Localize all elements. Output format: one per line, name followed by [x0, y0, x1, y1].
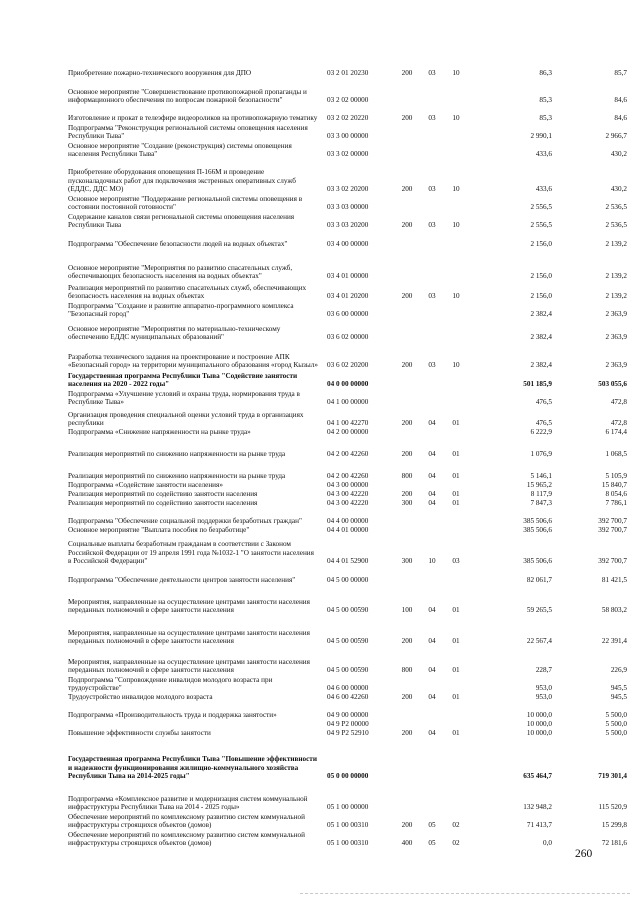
row-vr: 800: [401, 471, 413, 480]
row-vr: 200: [401, 220, 413, 229]
row-sum-2: 7 786,1: [605, 498, 627, 507]
row-sum-1: 476,5: [535, 418, 552, 427]
row-code: 03 3 02 00000: [327, 149, 369, 158]
row-sum-1: 7 847,3: [530, 498, 552, 507]
row-code: 05 0 00 00000: [327, 771, 369, 780]
row-pr: 01: [452, 728, 460, 737]
table-row: [0, 369, 639, 388]
row-name: Подпрограмма "Обеспечение безопасности людей на водных объектах": [68, 239, 288, 248]
row-code: 04 3 00 00000: [327, 480, 369, 489]
row-vr: 800: [401, 665, 413, 674]
row-sum-1: 2 156,0: [530, 271, 552, 280]
row-pr: 03: [452, 556, 460, 565]
row-sum-1: 476,5: [535, 397, 552, 406]
row-sum-1: 85,3: [539, 113, 552, 122]
row-vr: 200: [401, 489, 413, 498]
row-vr: 200: [401, 68, 413, 77]
table-row: [0, 341, 639, 369]
row-sum-1: 5 146,1: [530, 471, 552, 480]
row-rz: 10: [428, 556, 436, 565]
row-code: 03 6 02 20200: [327, 360, 369, 369]
table-row: [0, 193, 639, 211]
row-sum-1: 0,0: [543, 838, 552, 847]
table-row: [0, 458, 639, 480]
row-pr: 01: [452, 471, 460, 480]
row-sum-1: 2 382,4: [530, 360, 552, 369]
row-pr: 01: [452, 498, 460, 507]
row-vr: 200: [401, 820, 413, 829]
row-sum-1: 132 948,2: [523, 802, 552, 811]
row-rz: 04: [428, 471, 436, 480]
row-sum-1: 8 117,9: [530, 489, 552, 498]
row-sum-2: 84,6: [614, 95, 627, 104]
table-row: [0, 525, 639, 534]
row-name: Основное мероприятие "Поддержание региональной системы оповещения в состоянии постоянной готовности": [68, 194, 303, 211]
table-row: [0, 701, 639, 719]
row-rz: 04: [428, 665, 436, 674]
row-sum-2: 5 500,0: [605, 710, 627, 719]
row-sum-2: 392 700,7: [598, 525, 627, 534]
table-row: [0, 614, 639, 645]
row-code: 03 3 03 00000: [327, 202, 369, 211]
row-sum-1: 22 567,4: [526, 636, 552, 645]
row-rz: 03: [428, 113, 436, 122]
row-name: Социальные выплаты безработным гражданам в соответствии с Законом Российской Федерации от 19 апреля 1991 года №1032-1 "О занятости населения в Российской Федерации": [68, 540, 314, 565]
row-vr: 200: [401, 360, 413, 369]
table-row: [0, 211, 639, 229]
row-sum-1: 10 000,0: [526, 710, 552, 719]
row-sum-2: 2 536,5: [605, 220, 627, 229]
row-vr: 300: [401, 498, 413, 507]
row-name: Подпрограмма «Улучшение условий и охраны труда, нормирования труда в Республике Тыва»: [68, 389, 300, 406]
row-code: 04 1 00 00000: [327, 397, 369, 406]
row-name: Мероприятия, направленные на осуществление центрами занятости населения переданных полномочий в сфере занятости населения: [68, 657, 310, 674]
row-sum-2: 1 068,5: [605, 449, 627, 458]
row-sum-1: 635 464,7: [523, 771, 552, 780]
row-name: Государственная программа Республики Тыва "Содействие занятости населения на 2020 - 2022 годы": [68, 371, 298, 388]
row-code: 04 9 P2 52910: [327, 728, 369, 737]
row-vr: 200: [401, 113, 413, 122]
row-sum-2: 15 299,8: [601, 820, 627, 829]
row-rz: 05: [428, 820, 436, 829]
table-row: [0, 674, 639, 692]
row-sum-1: 385 506,6: [523, 516, 552, 525]
row-code: 05 1 00 00310: [327, 838, 369, 847]
row-name: Обеспечение мероприятий по комплексному развитию систем коммунальной инфраструктуры строящихся объектов (домов): [68, 812, 305, 829]
row-sum-2: 58 803,2: [601, 605, 627, 614]
row-code: 04 5 00 00000: [327, 575, 369, 584]
row-sum-2: 5 500,0: [605, 719, 627, 728]
row-pr: 01: [452, 692, 460, 701]
row-sum-1: 433,6: [535, 149, 552, 158]
row-sum-2: 945,5: [610, 683, 627, 692]
row-sum-2: 392 700,7: [598, 556, 627, 565]
row-code: 03 4 01 00000: [327, 271, 369, 280]
row-sum-2: 430,2: [610, 184, 627, 193]
row-code: 03 3 02 20200: [327, 184, 369, 193]
row-code: 04 5 00 00590: [327, 605, 369, 614]
row-sum-1: 953,0: [535, 692, 552, 701]
row-rz: 04: [428, 605, 436, 614]
table-row: [0, 300, 639, 318]
row-sum-2: 945,5: [610, 692, 627, 701]
table-row: [0, 507, 639, 525]
row-sum-1: 6 222,9: [530, 427, 552, 436]
row-code: 04 4 01 00000: [327, 525, 369, 534]
row-name: Реализация мероприятий по развитию спасательных служб, обеспечивающих безопасность населения на водных объектах: [68, 283, 307, 300]
row-pr: 02: [452, 838, 460, 847]
row-name: Реализация мероприятий по содействию занятости населения: [68, 498, 258, 507]
row-sum-1: 1 076,9: [530, 449, 552, 458]
row-name: Реализация мероприятий по содействию занятости населения: [68, 489, 258, 498]
row-sum-2: 472,8: [610, 418, 627, 427]
row-pr: 01: [452, 449, 460, 458]
row-vr: 200: [401, 636, 413, 645]
row-pr: 02: [452, 820, 460, 829]
row-sum-1: 501 185,9: [523, 379, 552, 388]
row-sum-2: 15 840,7: [601, 480, 627, 489]
row-name: Трудоустройство инвалидов молодого возраста: [68, 692, 213, 701]
table-row: [0, 68, 639, 77]
row-code: 04 9 P2 00000: [327, 719, 369, 728]
row-code: 05 1 00 00000: [327, 802, 369, 811]
row-sum-2: 22 391,4: [601, 636, 627, 645]
row-sum-1: 10 000,0: [526, 728, 552, 737]
table-row: [0, 140, 639, 158]
row-pr: 10: [452, 360, 460, 369]
row-sum-2: 2 139,2: [605, 291, 627, 300]
table-row: [0, 728, 639, 737]
row-sum-1: 71 413,7: [526, 820, 552, 829]
row-vr: 200: [401, 184, 413, 193]
row-sum-2: 503 055,6: [598, 379, 627, 388]
row-sum-1: 433,6: [535, 184, 552, 193]
row-sum-1: 2 382,4: [530, 309, 552, 318]
row-name: Приобретение пожарно-технического вооружения для ДПО: [68, 68, 252, 77]
row-sum-1: 10 000,0: [526, 719, 552, 728]
row-name: Подпрограмма "Обеспечение деятельности центров занятости населения": [68, 575, 296, 584]
row-name: Государственная программа Республики Тыва "Повышение эффективности и надежности функционирования жилищно-коммунального хозяйства Республики Тыва на 2014-2025 годы": [68, 755, 317, 780]
row-code: 04 6 00 42260: [327, 692, 369, 701]
row-sum-2: 2 536,5: [605, 202, 627, 211]
row-rz: 04: [428, 498, 436, 507]
table-row: [0, 719, 639, 728]
row-vr: 200: [401, 692, 413, 701]
table-row: [0, 436, 639, 458]
row-name: Подпрограмма "Обеспечение социальной поддержки безработных граждан": [68, 516, 302, 525]
table-row: [0, 829, 639, 847]
row-sum-1: 15 965,2: [526, 480, 552, 489]
row-name: Разработка технического задания на проектирование и построение АПК «Безопасный город» на территории муниципального образования «город Кызыл»: [68, 352, 318, 369]
row-pr: 01: [452, 636, 460, 645]
table-row: [0, 534, 639, 565]
row-sum-2: 81 421,5: [601, 575, 627, 584]
row-sum-1: 2 556,5: [530, 202, 552, 211]
table-row: [0, 692, 639, 701]
table-row: [0, 104, 639, 122]
row-code: 04 3 00 42220: [327, 489, 369, 498]
row-sum-2: 392 700,7: [598, 516, 627, 525]
table-row: [0, 645, 639, 674]
row-code: 04 2 00 42260: [327, 471, 369, 480]
row-sum-2: 85,7: [614, 68, 627, 77]
row-sum-2: 115 520,9: [598, 802, 627, 811]
row-code: 03 4 00 00000: [327, 239, 369, 248]
row-name: Подпрограмма "Создание и развитие аппаратно-программного комплекса "Безопасный город": [68, 301, 294, 318]
row-code: 03 3 00 00000: [327, 131, 369, 140]
row-name: Мероприятия, направленные на осуществление центрами занятости населения переданных полномочий в сфере занятости населения: [68, 628, 310, 645]
table-row: [0, 565, 639, 584]
row-pr: 10: [452, 113, 460, 122]
row-rz: 04: [428, 418, 436, 427]
row-sum-1: 82 061,7: [526, 575, 552, 584]
row-sum-2: 2 363,9: [605, 332, 627, 341]
row-rz: 04: [428, 636, 436, 645]
row-rz: 03: [428, 220, 436, 229]
row-sum-1: 2 156,0: [530, 291, 552, 300]
row-name: Основное мероприятие "Создание (реконструкция) системы оповещения населения Республики Тыва": [68, 141, 292, 158]
row-code: 03 6 02 00000: [327, 332, 369, 341]
row-code: 04 2 00 42260: [327, 449, 369, 458]
row-pr: 01: [452, 418, 460, 427]
row-name: Реализация мероприятий по снижению напряженности на рынке труда: [68, 471, 286, 480]
row-code: 04 5 00 00590: [327, 665, 369, 674]
row-sum-2: 2 966,7: [605, 131, 627, 140]
row-name: Подпрограмма "Сопровождение инвалидов молодого возраста при трудоустройстве": [68, 675, 273, 692]
row-vr: 200: [401, 449, 413, 458]
table-row: [0, 388, 639, 406]
row-rz: 04: [428, 489, 436, 498]
row-code: 04 3 00 42220: [327, 498, 369, 507]
bottom-divider: [300, 893, 630, 894]
row-sum-1: 2 382,4: [530, 332, 552, 341]
row-rz: 03: [428, 291, 436, 300]
row-pr: 01: [452, 489, 460, 498]
table-row: [0, 229, 639, 248]
row-name: Подпрограмма «Снижение напряженности на рынке труда»: [68, 427, 251, 436]
row-sum-2: 6 174,4: [605, 427, 627, 436]
row-name: Повышение эффективности службы занятости: [68, 728, 211, 737]
row-rz: 04: [428, 449, 436, 458]
table-row: [0, 122, 639, 140]
row-code: 03 6 00 00000: [327, 309, 369, 318]
row-pr: 10: [452, 68, 460, 77]
row-sum-2: 84,6: [614, 113, 627, 122]
row-pr: 01: [452, 665, 460, 674]
table-row: [0, 248, 639, 280]
row-vr: 100: [401, 605, 413, 614]
row-code: 03 4 01 20200: [327, 291, 369, 300]
table-row: [0, 480, 639, 489]
row-sum-1: 59 265,5: [526, 605, 552, 614]
table-row: [0, 811, 639, 829]
row-name: Изготовление и прокат в телеэфире видеороликов на противопожарную тематику: [68, 113, 318, 122]
table-row: [0, 280, 639, 300]
row-code: 04 4 00 00000: [327, 516, 369, 525]
row-sum-1: 2 556,5: [530, 220, 552, 229]
row-sum-1: 86,3: [539, 68, 552, 77]
row-sum-2: 5 500,0: [605, 728, 627, 737]
row-name: Подпрограмма "Реконструкция региональной системы оповещения населения Республики Тыва": [68, 123, 308, 140]
row-code: 03 2 01 20230: [327, 68, 369, 77]
table-row: [0, 77, 639, 104]
row-pr: 10: [452, 291, 460, 300]
row-sum-2: 2 139,2: [605, 239, 627, 248]
row-sum-2: 719 301,4: [598, 771, 627, 780]
row-name: Основное мероприятие "Мероприятия по материально-техническому обеспечению ЕДДС муниципальных образований": [68, 324, 281, 341]
row-sum-1: 385 506,6: [523, 525, 552, 534]
row-code: 04 1 00 42270: [327, 418, 369, 427]
page-number: 260: [575, 848, 593, 860]
row-sum-2: 5 105,9: [605, 471, 627, 480]
row-pr: 10: [452, 220, 460, 229]
row-sum-1: 228,7: [535, 665, 552, 674]
row-sum-2: 2 363,9: [605, 309, 627, 318]
row-pr: 01: [452, 605, 460, 614]
row-rz: 03: [428, 360, 436, 369]
table-row: [0, 406, 639, 427]
row-name: Организация проведения специальной оценки условий труда в организациях республики: [68, 410, 304, 427]
row-name: Подпрограмма «Содействие занятости населения»: [68, 480, 223, 489]
row-vr: 300: [401, 556, 413, 565]
row-sum-2: 2 139,2: [605, 271, 627, 280]
row-sum-2: 2 363,9: [605, 360, 627, 369]
row-vr: 200: [401, 418, 413, 427]
table-row: [0, 498, 639, 507]
row-code: 04 4 01 52900: [327, 556, 369, 565]
row-rz: 04: [428, 692, 436, 701]
row-name: Основное мероприятие "Совершенствование противопожарной пропаганды и информационного обеспечения по вопросам пожарной безопасности": [68, 87, 307, 104]
row-code: 03 2 02 00000: [327, 95, 369, 104]
row-sum-2: 472,8: [610, 397, 627, 406]
row-sum-1: 2 990,1: [530, 131, 552, 140]
table-row: [0, 427, 639, 436]
row-vr: 200: [401, 728, 413, 737]
table-row: [0, 158, 639, 193]
row-name: Приобретение оборудования оповещения П-166М и проведение пусконаладочных работ для подключения экстренных оперативных служб (ЕДДС, ДДС МО): [68, 168, 296, 193]
row-code: 04 5 00 00590: [327, 636, 369, 645]
row-code: 04 2 00 00000: [327, 427, 369, 436]
row-sum-2: 430,2: [610, 149, 627, 158]
table-row: [0, 737, 639, 780]
row-code: 03 2 02 20220: [327, 113, 369, 122]
row-code: 03 3 03 20200: [327, 220, 369, 229]
row-sum-2: 72 181,6: [601, 838, 627, 847]
row-rz: 04: [428, 728, 436, 737]
row-sum-2: 226,9: [610, 665, 627, 674]
row-name: Подпрограмма «Комплексное развитие и модернизация систем коммунальной инфраструктуры Республики Тыва на 2014 - 2025 годы»: [68, 794, 308, 811]
row-vr: 200: [401, 291, 413, 300]
row-name: Реализация мероприятий по снижению напряженности на рынке труда: [68, 449, 286, 458]
row-name: Основное мероприятие "Мероприятия по развитию спасательных служб, обеспечивающих безопасность населения на водных объектах": [68, 263, 293, 280]
row-name: Обеспечение мероприятий по комплексному развитию систем коммунальной инфраструктуры строящихся объектов (домов): [68, 830, 305, 847]
table-row: [0, 489, 639, 498]
row-rz: 03: [428, 68, 436, 77]
row-sum-1: 953,0: [535, 683, 552, 692]
row-code: 04 6 00 00000: [327, 683, 369, 692]
row-code: 04 0 00 00000: [327, 379, 369, 388]
table-row: [0, 318, 639, 341]
row-name: Мероприятия, направленные на осуществление центрами занятости населения переданных полномочий в сфере занятости населения: [68, 597, 310, 614]
row-name: Подпрограмма «Производительность труда и поддержка занятости»: [68, 710, 277, 719]
row-code: 05 1 00 00310: [327, 820, 369, 829]
row-sum-1: 85,3: [539, 95, 552, 104]
row-sum-1: 385 506,6: [523, 556, 552, 565]
row-code: 04 9 00 00000: [327, 710, 369, 719]
row-pr: 10: [452, 184, 460, 193]
row-name: Основное мероприятие "Выплата пособия по безработице": [68, 525, 250, 534]
row-rz: 05: [428, 838, 436, 847]
table-row: [0, 584, 639, 614]
row-sum-2: 8 054,6: [605, 489, 627, 498]
table-row: [0, 780, 639, 811]
row-rz: 03: [428, 184, 436, 193]
row-sum-1: 2 156,0: [530, 239, 552, 248]
row-vr: 400: [401, 838, 413, 847]
row-name: Содержание каналов связи региональной системы оповещения населения Республики Тыва: [68, 212, 295, 229]
